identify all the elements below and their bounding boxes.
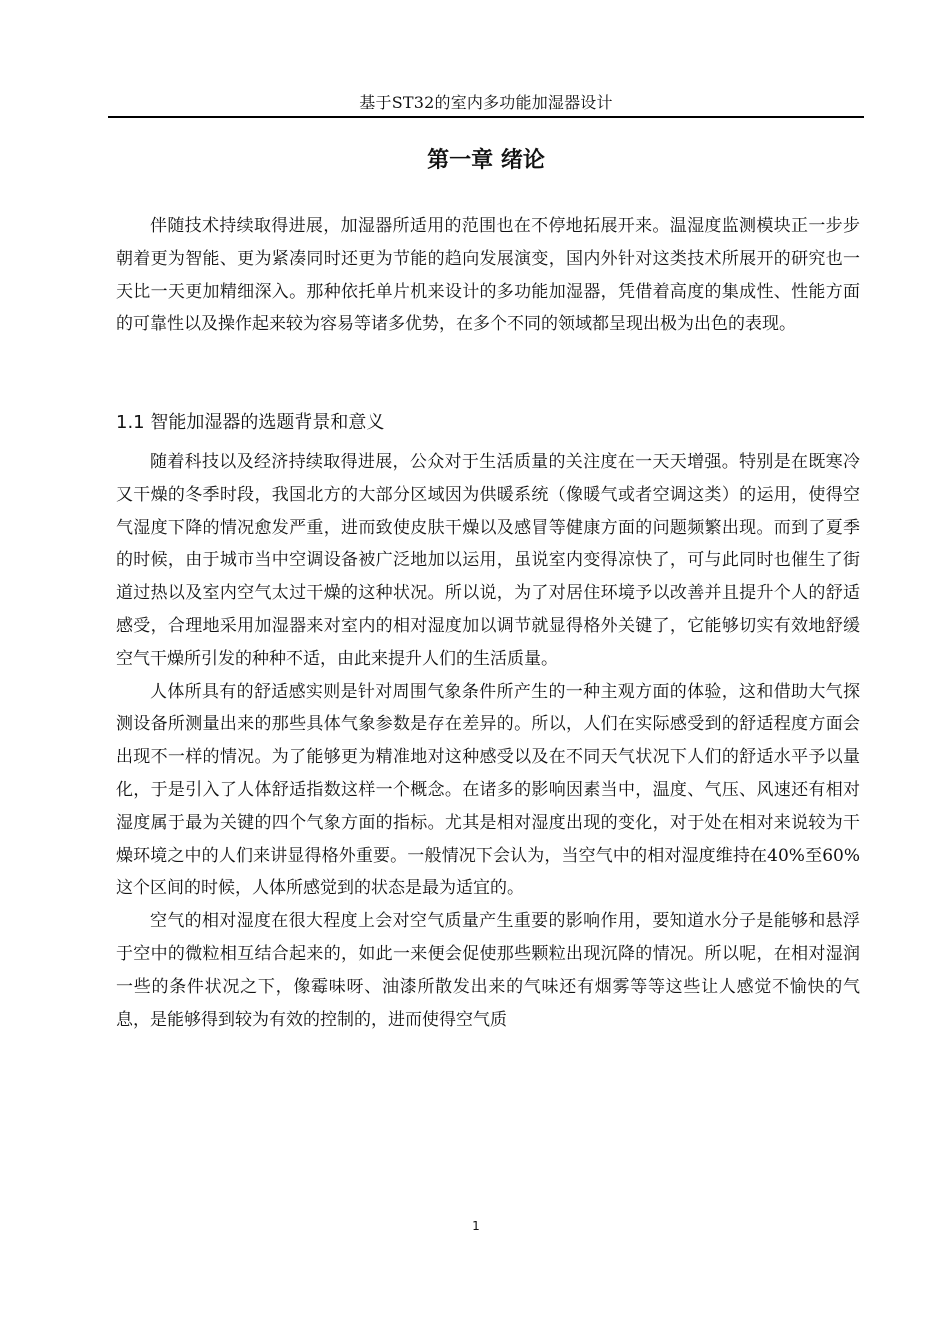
intro-paragraph: 伴随技术持续取得进展，加湿器所适用的范围也在不停地拓展开来。温湿度监测模块正一步步朝着更为智能、更为紧凑同时还更为节能的趋向发展演变，国内外针对这类技术所展开的研究也一天比一天更加精细深入。那种依托单片机来设计的多功能加湿器，凭借着高度的集成性、性能方面的可靠性以及操作起来较为容易等诸多优势，在多个不同的领域都呈现出极为出色的表现。 [116, 216, 860, 335]
running-header: 基于ST32的室内多功能加湿器设计 [359, 93, 613, 112]
body-paragraph: 随着科技以及经济持续取得进展，公众对于生活质量的关注度在一天天增强。特别是在既寒冷又干燥的冬季时段，我国北方的大部分区域因为供暖系统（像暖气或者空调这类）的运用，使得空气湿度下降的情况愈发严重，进而致使皮肤干燥以及感冒等健康方面的问题频繁出现。而到了夏季的时候，由于城市当中空调设备被广泛地加以运用，虽说室内变得凉快了，可与此同时也催生了街道过热以及室内空气太过干燥的这种状况。所以说，为了对居住环境予以改善并且提升个人的舒适感受，合理地采用加湿器来对室内的相对湿度加以调节就显得格外关键了，它能够切实有效地舒缓空气干燥所引发的种种不适，由此来提升人们的生活质量。 [116, 452, 860, 669]
body-paragraph: 人体所具有的舒适感实则是针对周围气象条件所产生的一种主观方面的体验，这和借助大气探测设备所测量出来的那些具体气象参数是存在差异的。所以，人们在实际感受到的舒适程度方面会出现不一样的情况。为了能够更为精准地对这种感受以及在不同天气状况下人们的舒适水平予以量化，于是引入了人体舒适指数这样一个概念。在诸多的影响因素当中，温度、气压、风速还有相对湿度属于最为关键的四个气象方面的指标。尤其是相对湿度出现的变化，对于处在相对来说较为干燥环境之中的人们来讲显得格外重要。一般情况下会认为，当空气中的相对湿度维持在40%至60%这个区间的时候，人体所感觉到的状态是最为适宜的。 [116, 681, 860, 899]
chapter-title: 第一章 绪论 [427, 148, 545, 173]
section-body [116, 446, 860, 1036]
body-paragraph: 空气的相对湿度在很大程度上会对空气质量产生重要的影响作用，要知道水分子是能够和悬浮于空中的微粒相互结合起来的，如此一来便会促使那些颗粒出现沉降的情况。所以呢，在相对湿润一些的条件状况之下，像霉味呀、油漆所散发出来的气味还有烟雾等等这些让人感觉不愉快的气息，是能够得到较为有效的控制的，进而使得空气质 [116, 911, 860, 1030]
page-number: 1 [472, 1219, 480, 1233]
intro-text [116, 210, 860, 341]
header-rule [108, 116, 864, 118]
section-heading: 1.1 智能加湿器的选题背景和意义 [116, 412, 385, 433]
